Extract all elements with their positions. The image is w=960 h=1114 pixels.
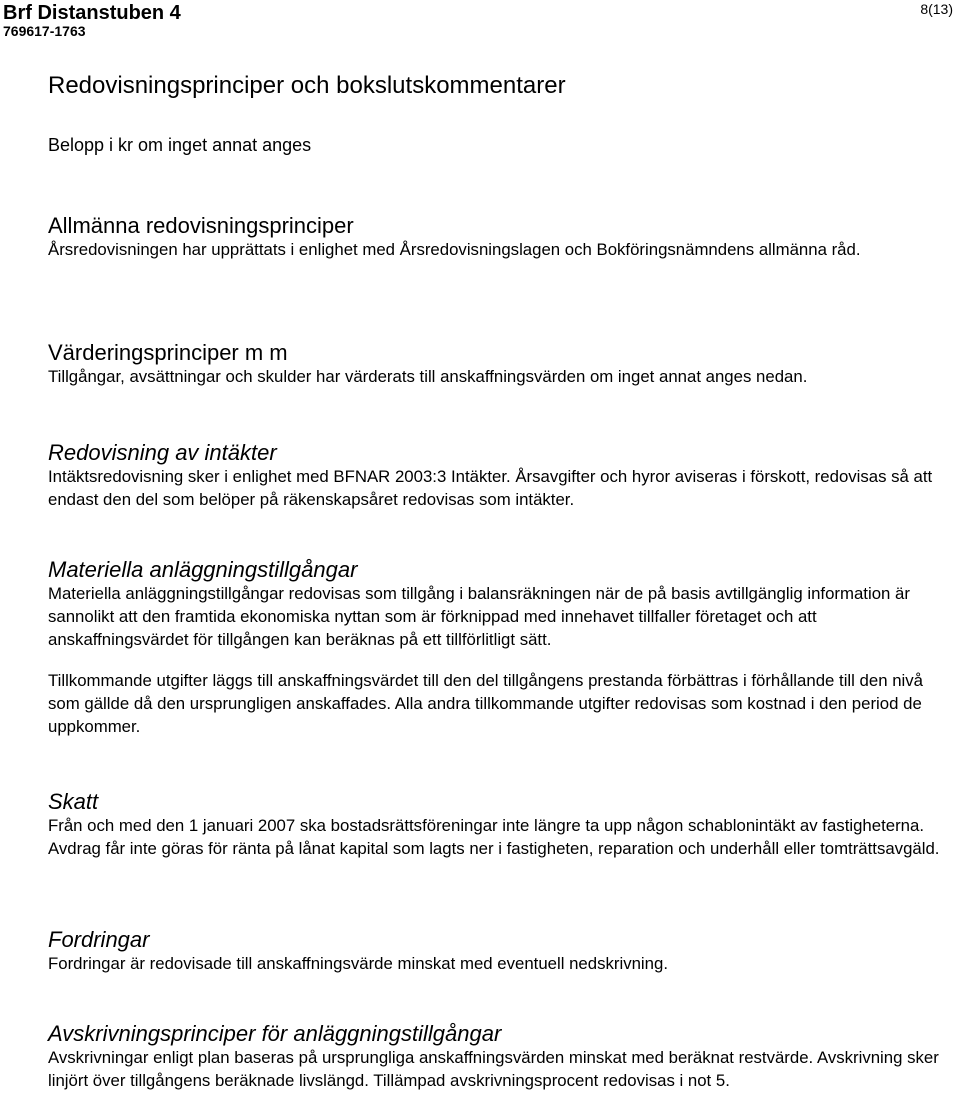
section-valuation-principles [48,340,958,389]
section-revenue-recognition [48,440,958,512]
section-paragraph: Intäktsredovisning sker i enlighet med BFNAR 2003:3 Intäkter. Årsavgifter och hyror aviseras i förskott, redovisas så att endast den del som belöper på räkenskapsåret redovisas som intäkter. [48,467,933,509]
section-paragraph: Från och med den 1 januari 2007 ska bostadsrättsföreningar inte längre ta upp någon schablonintäkt av fastigheterna. Avdrag får inte göras för ränta på lånat kapital som lagts ner i fastigheten, reparation och underhåll eller tomträttsavgäld. [48,816,940,858]
section-paragraph: Fordringar är redovisade till anskaffningsvärde minskat med eventuell nedskrivning. [48,954,668,973]
section-paragraph: Materiella anläggningstillgångar redovisas som tillgång i balansräkningen när de på basis avtillgänglig information är sannolikt att den framtida ekonomiska nyttan som är förknippad med innehavet tillfaller företaget och att anskaffningsvärdet för tillgången kan beräknas på ett tillförlitligt sätt. [48,584,910,649]
organization-number: 769617-1763 [3,23,86,39]
section-heading: Avskrivningsprinciper för anläggningstillgångar [48,1021,502,1046]
organization-name: Brf Distanstuben 4 [3,2,181,24]
section-heading: Skatt [48,789,99,814]
section-paragraph: Avskrivningar enligt plan baseras på ursprungliga anskaffningsvärden minskat med beräknat restvärde. Avskrivning sker linjört över tillgångens beräknade livslängd. Tillämpad avskrivningsprocent redovisas i not 5. [48,1048,939,1090]
section-depreciation-principles [48,1021,958,1093]
section-tangible-assets [48,557,958,651]
section-tangible-assets-continued [48,670,958,738]
section-paragraph: Årsredovisningen har upprättats i enlighet med Årsredovisningslagen och Bokföringsnämndens allmänna råd. [48,240,861,259]
page-number: 8(13) [920,1,953,17]
section-heading: Allmänna redovisningsprinciper [48,213,354,238]
section-tax [48,789,958,861]
section-receivables [48,927,958,976]
page-title: Redovisningsprinciper och bokslutskommentarer [48,72,566,99]
section-heading: Materiella anläggningstillgångar [48,557,358,582]
section-heading: Redovisning av intäkter [48,440,277,465]
section-heading: Värderingsprinciper m m [48,340,288,365]
section-paragraph: Tillkommande utgifter läggs till anskaffningsvärdet till den del tillgångens prestanda förbättras i förhållande till den nivå som gällde då den ursprungligen anskaffades. Alla andra tillkommande utgifter redovisas som kostnad i den period de uppkommer. [48,671,923,736]
section-general-principles [48,213,958,262]
amounts-note: Belopp i kr om inget annat anges [48,135,312,155]
section-paragraph: Tillgångar, avsättningar och skulder har värderats till anskaffningsvärden om inget annat anges nedan. [48,367,808,386]
section-heading: Fordringar [48,927,150,952]
